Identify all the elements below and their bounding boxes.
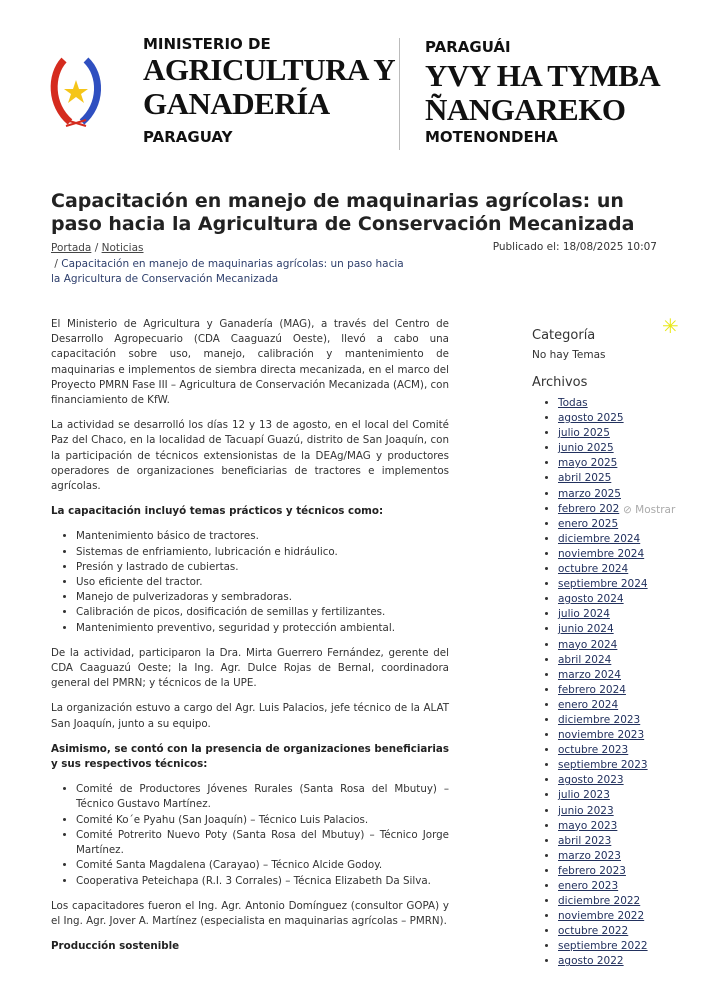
archive-link[interactable]: Todas bbox=[558, 397, 588, 409]
archive-item bbox=[558, 788, 692, 803]
archive-link[interactable]: mayo 2023 bbox=[558, 819, 618, 832]
list-item: • Mantenimiento básico de tractores. bbox=[76, 529, 449, 544]
archive-link[interactable]: agosto 2024 bbox=[558, 593, 624, 606]
archive-item bbox=[558, 441, 692, 456]
archive-item bbox=[558, 396, 692, 411]
archive-link[interactable]: marzo 2024 bbox=[558, 668, 621, 681]
breadcrumb-separator: / bbox=[54, 257, 58, 270]
breadcrumb-noticias[interactable]: Noticias bbox=[101, 242, 144, 254]
list-item: • Presión y lastrado de cubiertas. bbox=[76, 560, 449, 575]
archive-item bbox=[558, 426, 692, 441]
archive-link[interactable]: enero 2023 bbox=[558, 880, 619, 892]
list-item: • Mantenimiento preventivo, seguridad y protección ambiental. bbox=[76, 621, 449, 636]
archive-item bbox=[558, 487, 692, 502]
archive-link[interactable]: marzo 2025 bbox=[558, 487, 621, 500]
archive-link[interactable]: noviembre 2023 bbox=[558, 729, 645, 742]
archive-item bbox=[558, 728, 692, 743]
archive-link[interactable]: febrero 202 bbox=[558, 502, 620, 515]
archive-item bbox=[558, 517, 692, 532]
list-item: • Comité de Productores Jóvenes Rurales (Santa Rosa del Mbutuy) – Técnico Gustavo Martínez. bbox=[76, 782, 449, 812]
archive-item bbox=[558, 607, 692, 622]
archive-link[interactable]: julio 2024 bbox=[558, 608, 610, 621]
list-item: • Cooperativa Peteichapa (R.I. 3 Corrales) – Técnica Elizabeth Da Silva. bbox=[76, 874, 449, 889]
show-button[interactable] bbox=[623, 504, 675, 516]
archive-item bbox=[558, 819, 692, 834]
eye-off-icon: ⊘ bbox=[623, 504, 632, 516]
archive-item bbox=[558, 713, 692, 728]
published-date: Publicado el: 18/08/2025 10:07 bbox=[492, 241, 657, 253]
archive-link[interactable]: enero 2024 bbox=[558, 698, 619, 711]
archive-item bbox=[558, 924, 692, 939]
organizations-list bbox=[51, 782, 449, 888]
breadcrumb-home[interactable]: Portada bbox=[51, 242, 92, 254]
list-item: • Calibración de picos, dosificación de semillas y fertilizantes. bbox=[76, 605, 449, 620]
archive-item bbox=[558, 834, 692, 849]
archive-item bbox=[558, 954, 692, 969]
archive-link[interactable]: diciembre 2022 bbox=[558, 895, 641, 908]
category-heading: Categoría bbox=[532, 328, 596, 343]
article-body bbox=[51, 317, 449, 964]
archive-item bbox=[558, 849, 692, 864]
archive-item bbox=[558, 532, 692, 547]
list-item: • Comité Potrerito Nuevo Poty (Santa Rosa del Mbutuy) – Técnico Jorge Martínez. bbox=[76, 828, 449, 858]
archive-link[interactable]: julio 2023 bbox=[558, 789, 610, 802]
archive-link[interactable]: marzo 2023 bbox=[558, 849, 621, 862]
archive-item bbox=[558, 411, 692, 426]
archive-link[interactable]: septiembre 2024 bbox=[558, 578, 648, 591]
subheading: La capacitación incluyó temas prácticos y técnicos como: bbox=[51, 505, 384, 518]
paragraph: De la actividad, participaron la Dra. Mirta Guerrero Fernández, gerente del CDA Caaguazú Oeste; la Ing. Agr. Dulce Rojas de Bernal, coordinadora general del PMRN; y técnicos de la UPE. bbox=[51, 646, 449, 690]
logo-text: PARAGUÁI bbox=[425, 38, 511, 56]
list-item: • Manejo de pulverizadoras y sembradoras. bbox=[76, 590, 449, 605]
archive-list bbox=[532, 396, 692, 970]
logo-divider bbox=[399, 38, 400, 150]
archive-item bbox=[558, 683, 692, 698]
archive-item bbox=[558, 456, 692, 471]
archive-item bbox=[558, 939, 692, 954]
logo-text: AGRICULTURA Y bbox=[143, 52, 396, 87]
archive-item bbox=[558, 668, 692, 683]
archive-link[interactable]: octubre 2023 bbox=[558, 744, 629, 757]
paragraph: La organización estuvo a cargo del Agr. Luis Palacios, jefe técnico de la ALAT San Joaquín, junto a su equipo. bbox=[51, 702, 449, 730]
archive-item bbox=[558, 577, 692, 592]
paragraph: El Ministerio de Agricultura y Ganadería (MAG), a través del Centro de Desarrollo Agropecuario (CDA Caaguazú Oeste), llevó a cabo una capacitación sobre uso, manejo, calibración y mantenimiento de maquinarias e implementos de siembra directa mecanizada, en el marco del Proyecto PMRN Fase III – Agricultura de Conservación Mecanizada (ACM), con financiamiento de KfW. bbox=[51, 318, 449, 407]
archive-link[interactable]: septiembre 2022 bbox=[558, 940, 648, 953]
archive-item bbox=[558, 592, 692, 607]
archive-item bbox=[558, 562, 692, 577]
archive-item bbox=[558, 909, 692, 924]
archive-link[interactable]: agosto 2023 bbox=[558, 774, 624, 787]
list-item: • Sistemas de enfriamiento, lubricación e hidráulico. bbox=[76, 545, 449, 560]
paragraph: Los capacitadores fueron el Ing. Agr. Antonio Domínguez (consultor GOPA) y el Ing. Agr. Jover A. Martínez (especialista en maquinarias agrícolas – PMRN). bbox=[51, 899, 449, 927]
list-item: • Uso eficiente del tractor. bbox=[76, 575, 449, 590]
archive-item bbox=[558, 864, 692, 879]
archive-link[interactable]: enero 2025 bbox=[558, 517, 619, 530]
archive-link[interactable]: febrero 2023 bbox=[558, 864, 626, 877]
sparkle-icon: ✳ bbox=[662, 314, 679, 338]
logo-text: YVY HA TYMBA bbox=[425, 58, 661, 93]
archive-item bbox=[558, 653, 692, 668]
archive-link[interactable]: febrero 2024 bbox=[558, 683, 626, 696]
archive-heading: Archivos bbox=[532, 375, 588, 390]
sidebar bbox=[532, 328, 692, 970]
archive-item bbox=[558, 804, 692, 819]
archive-link[interactable]: diciembre 2023 bbox=[558, 713, 641, 726]
archive-item bbox=[558, 622, 692, 637]
archive-link[interactable]: octubre 2024 bbox=[558, 563, 629, 576]
site-header bbox=[50, 30, 670, 155]
archive-item bbox=[558, 879, 692, 894]
coat-of-arms-logo[interactable] bbox=[50, 50, 102, 132]
archive-link[interactable]: mayo 2025 bbox=[558, 457, 618, 470]
archive-item bbox=[558, 743, 692, 758]
archive-link[interactable]: agosto 2025 bbox=[558, 412, 624, 425]
archive-link[interactable]: octubre 2022 bbox=[558, 925, 629, 938]
archive-link[interactable]: junio 2024 bbox=[558, 623, 614, 636]
breadcrumb-separator: / bbox=[94, 242, 99, 254]
archive-link[interactable]: noviembre 2022 bbox=[558, 910, 645, 923]
archive-link[interactable]: junio 2023 bbox=[558, 804, 614, 817]
archive-item bbox=[558, 471, 692, 486]
archive-link[interactable]: abril 2025 bbox=[558, 472, 612, 485]
logo-text: ÑANGAREKO bbox=[425, 92, 626, 127]
subheading: Producción sostenible bbox=[51, 940, 180, 953]
archive-link[interactable]: septiembre 2023 bbox=[558, 759, 648, 772]
archive-link[interactable]: noviembre 2024 bbox=[558, 547, 645, 560]
list-item: • Comité Santa Magdalena (Carayao) – Técnico Alcide Godoy. bbox=[76, 858, 449, 873]
archive-link[interactable]: agosto 2022 bbox=[558, 955, 624, 968]
archive-link[interactable]: diciembre 2024 bbox=[558, 532, 641, 545]
subheading: Asimismo, se contó con la presencia de organizaciones beneficiarias y sus respectivos técnicos: bbox=[51, 742, 449, 771]
archive-link[interactable]: abril 2024 bbox=[558, 653, 612, 666]
archive-item bbox=[558, 773, 692, 788]
list-item: • Comité Ko´e Pyahu (San Joaquín) – Técnico Luis Palacios. bbox=[76, 813, 449, 828]
logo-text: GANADERÍA bbox=[143, 86, 330, 121]
show-label: Mostrar bbox=[635, 504, 676, 516]
archive-link[interactable]: julio 2025 bbox=[558, 427, 610, 440]
breadcrumb-current: Capacitación en manejo de maquinarias agrícolas: un paso hacia la Agricultura de Conservación Mecanizada bbox=[51, 257, 404, 285]
logo-text: MOTENONDEHA bbox=[425, 128, 558, 146]
category-empty: No hay Temas bbox=[532, 349, 606, 361]
archive-item bbox=[558, 758, 692, 773]
topics-list bbox=[51, 529, 449, 635]
archive-link[interactable]: abril 2023 bbox=[558, 834, 612, 847]
archive-item bbox=[558, 698, 692, 713]
archive-link[interactable]: mayo 2024 bbox=[558, 638, 618, 651]
archive-item bbox=[558, 894, 692, 909]
logo-text: MINISTERIO DE bbox=[143, 35, 271, 53]
paragraph: La actividad se desarrolló los días 12 y 13 de agosto, en el local del Comité Paz del Chaco, en la localidad de Tacuapí Guazú, distrito de San Joaquín, con la participación de técnicos extensionistas de la DEAg/MAG y productores operadores de organizaciones beneficiarias de tractores e implementos agrícolas. bbox=[51, 419, 449, 493]
logo-text: PARAGUAY bbox=[143, 128, 233, 146]
archive-item bbox=[558, 547, 692, 562]
breadcrumb bbox=[51, 241, 411, 288]
page-title: Capacitación en manejo de maquinarias agrícolas: un paso hacia la Agricultura de Conservación Mecanizada bbox=[51, 190, 635, 235]
archive-item bbox=[558, 638, 692, 653]
archive-link[interactable]: junio 2025 bbox=[558, 442, 614, 455]
